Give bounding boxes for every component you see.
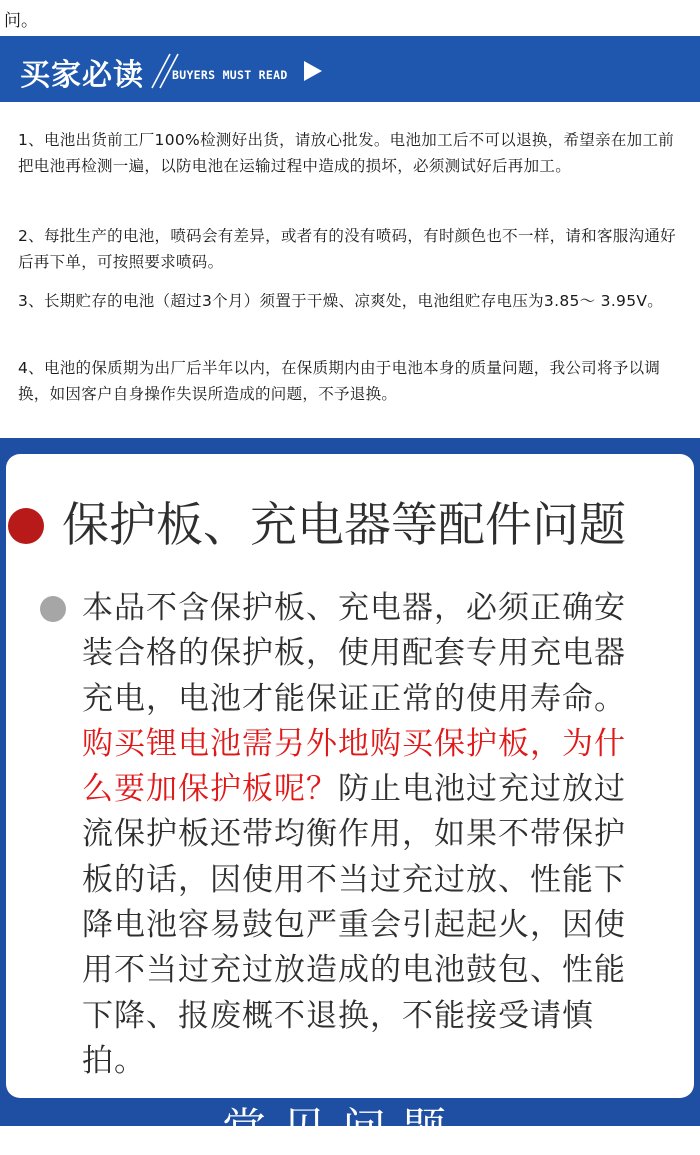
previous-section-fragment <box>0 0 700 36</box>
fragment-text: 问。 <box>4 11 38 31</box>
note-item-4: 4、电池的保质期为出厂后半年以内，在保质期内由于电池本身的质量问题，我公司将予以调换，如因客户自身操作失误所造成的问题，不予退换。 <box>18 359 661 403</box>
play-arrow-icon <box>302 60 324 82</box>
gray-bullet-icon <box>40 596 66 622</box>
note-item-3: 3、长期贮存的电池（超过3个月）须置于干燥、凉爽处，电池组贮存电压为3.85～ 3.95V。 <box>18 292 664 310</box>
card-title: 保护板、充电器等配件问题 <box>62 498 626 553</box>
buyer-notes <box>0 102 700 438</box>
next-section-title: 常见问题 <box>222 1104 462 1155</box>
body-text-part1: 本品不含保护板、充电器，必须正确安装合格的保护板，使用配套专用充电器充电，电池才能保证正常的使用寿命。 <box>82 590 626 717</box>
note-item-1: 1、电池出货前工厂100%检测好出货，请放心批发。电池加工后不可以退换，希望亲在加工前把电池再检测一遍，以防电池在运输过程中造成的损坏，必须测试好后再加工。 <box>18 131 675 175</box>
next-section-header <box>0 1098 700 1155</box>
banner-title-en: BUYERS MUST READ <box>172 68 288 82</box>
buyers-must-read-banner <box>0 36 700 102</box>
body-text-part2: 防止电池过充过放过流保护板还带均衡作用，如果不带保护板的话，因使用不当过充过放、性能下降电池容易鼓包严重会引起起火，因使用不当过充过放造成的电池鼓包、性能下降、报废概不退换，不能接受请慎拍。 <box>82 771 626 1079</box>
red-bullet-icon <box>8 508 44 544</box>
note-item-2: 2、每批生产的电池，喷码会有差异，或者有的没有喷码，有时颜色也不一样，请和客服沟通好后再下单，可按照要求喷码。 <box>18 227 676 271</box>
body-text-highlight: 购买锂电池需另外地购买保护板，为什么要加保护板呢？ <box>82 725 626 808</box>
card-body <box>82 586 642 1084</box>
banner-title-cn: 买家必读 <box>20 58 144 93</box>
